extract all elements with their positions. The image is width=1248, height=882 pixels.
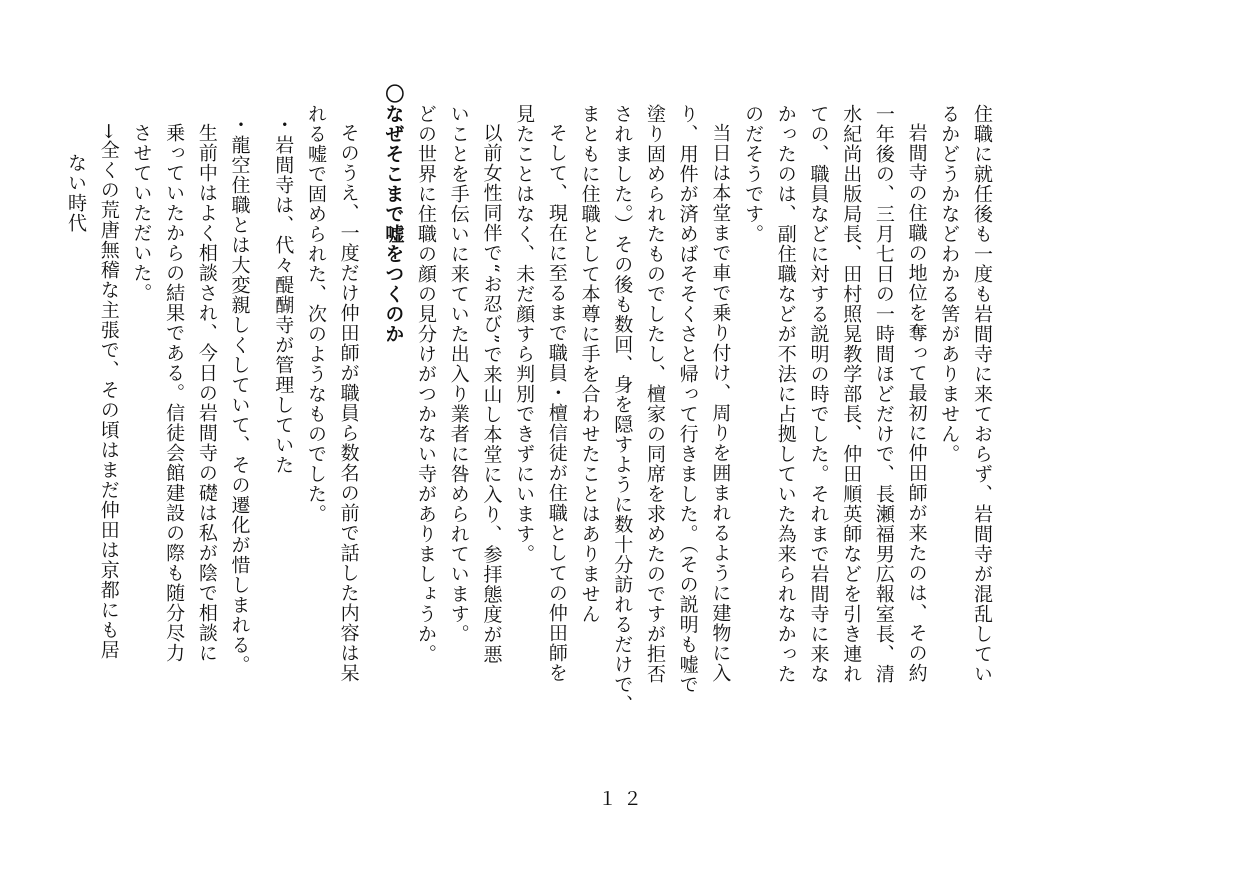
paragraph3-line-5: まともに住職として本尊に手を合わせたことはありません	[578, 104, 601, 624]
bullet-item-1: ・岩間寺は、代々醍醐寺が管理していた	[272, 115, 295, 476]
page-number: １２	[598, 788, 649, 810]
paragraph6-line-1: そのうえ、一度だけ仲田師が職員ら数名の前で話した内容は呆	[337, 123, 360, 683]
paragraph5-line-2: いことを手伝いに来ていた出入り業者に咎められています。	[447, 104, 470, 644]
rebuttal-line-1: →全くの荒唐無稽な主張で、その頃はまだ仲田は京都にも居	[97, 123, 120, 660]
paragraph3-line-2: り、用件が済めばそそくさと帰って行きました。（その説明も嘘で	[676, 104, 699, 695]
paragraph3-line-1: 当日は本堂まで車で乗り付け、周りを囲まれるように建物に入	[709, 123, 732, 683]
paragraph4-line-2: 見たことはなく、未だ顔すら判別できずにいます。	[513, 104, 536, 564]
paragraph2-line-4: ての、職員などに対する説明の時でした。それまで岩間寺に来な	[807, 104, 830, 684]
paragraph1-line-1: 住職に就任後も一度も岩間寺に来ておらず、岩間寺が混乱してい	[971, 104, 993, 684]
paragraph3-line-3: 塗り固められたものでしたし、檀家の同席を求めたのですが拒否	[643, 104, 666, 684]
paragraph2-line-3: 水紀尚出版局長、田村照晃教学部長、仲田順英師などを引き連れ	[840, 104, 863, 684]
paragraph6-line-2: れる嘘で固められた、次のようなものでした。	[304, 104, 327, 524]
paragraph1-line-2: るかどうかなどわかる筈がありません。	[938, 104, 961, 464]
paragraph5-line-3: どの世界に住職の顔の見分けがつかない寺がありましょうか。	[415, 104, 438, 664]
paragraph2-line-6: のだそうです。	[742, 104, 765, 244]
bullet-item-2-line-4: させていただいた。	[130, 123, 153, 303]
rebuttal-line-2: ない時代	[65, 153, 88, 234]
paragraph5-line-1: 以前女性同伴で“お忍び”で来山し本堂に入り、参拝態度が悪	[480, 123, 503, 665]
vertical-text-body	[59, 84, 998, 804]
section-heading: 〇なぜそこまで嘘をつくのか	[382, 84, 405, 344]
bullet-item-2-line-3: 乗っていたからの結果である。信徒会館建設の際も随分尽力	[163, 123, 186, 663]
paragraph2-line-5: かったのは、副住職などが不法に占拠していた為来られなかった	[774, 104, 797, 684]
bullet-item-2-line-1: ・龍空住職とは大変親しくしていて、その遷化が惜しまれる。	[228, 115, 251, 676]
bullet-item-2-line-2: 生前中はよく相談され、今日の岩間寺の礎は私が陰で相談に	[195, 123, 218, 663]
paragraph4-line-1: そして、現在に至るまで職員・檀信徒が住職としての仲田師を	[545, 123, 568, 683]
paragraph3-line-4: されました。）その後も数回、身を隠すように数十分訪れるだけで、	[611, 104, 634, 715]
paragraph2-line-1: 岩間寺の住職の地位を奪って最初に仲田師が来たのは、その約	[905, 123, 928, 683]
paragraph2-line-2: 一年後の、三月七日の一時間ほどだけで、長瀬福男広報室長、清	[872, 104, 895, 684]
